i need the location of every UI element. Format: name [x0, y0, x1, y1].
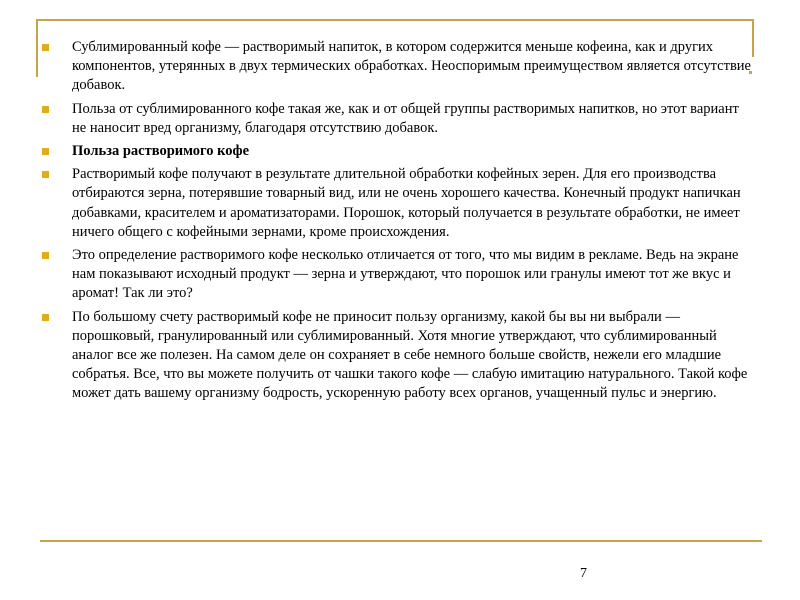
- slide-body: [40, 38, 752, 408]
- bullet-item-6: [40, 308, 752, 404]
- left-border-rule: [36, 19, 38, 77]
- bullet-text: По большому счету растворимый кофе не приносит пользу организму, какой бы вы ни выбрали — порошковый, гранулированный или сублимированный. Хотя многие утверждают, что сублимированный аналог все же полезен. На самом деле он сохраняет в себе немного больше свойств, нежели его младшие собратья. Все, что вы можете получить от чашки такого кофе — слабую имитацию натурального. Такой кофе может дать вашему организму бодрость, ускоренную работу всех органов, учащенный пульс и энергию.: [72, 308, 748, 402]
- bullet-item-2: [40, 100, 752, 138]
- right-border-rule: [752, 19, 754, 57]
- square-bullet-icon: [42, 171, 49, 178]
- bullet-item-1: [40, 38, 752, 96]
- bullet-item-4: [40, 165, 752, 242]
- square-bullet-icon: [42, 148, 49, 155]
- section-heading-item: [40, 142, 752, 161]
- bullet-text: Сублимированный кофе — растворимый напиток, в котором содержится меньше кофеина, как и других компонентов, утерянных в двух термических обработках. Неоспоримым преимуществом является отсутствие добавок.: [72, 39, 751, 94]
- square-bullet-icon: [42, 44, 49, 51]
- page-number: 7: [580, 566, 587, 581]
- bullet-text: Это определение растворимого кофе несколько отличается от того, что мы видим в рекламе. Ведь на экране нам показывают исходный продукт — зерна и утверждают, что порошок или гранулы имеют тот же вкус и аромат! Так ли это?: [72, 247, 739, 302]
- bullet-text: Польза от сублимированного кофе такая же, как и от общей группы растворимых напитков, но этот вариант не наносит вред организму, благодаря отсутствию добавок.: [72, 100, 739, 136]
- section-heading: Польза растворимого кофе: [72, 143, 250, 160]
- bullet-item-5: [40, 246, 752, 304]
- top-border-rule: [36, 19, 754, 21]
- bullet-text: Растворимый кофе получают в результате длительной обработки кофейных зерен. Для его производства отбираются зерна, потерявшие товарный вид, или не очень хорошего качества. Конечный продукт напичкан добавками, красителем и ароматизаторами. Порошок, который получается в результате обработки, не имеет ничего общего с кофейными зернами, кроме происхождения.: [72, 166, 741, 240]
- square-bullet-icon: [42, 106, 49, 113]
- square-bullet-icon: [42, 314, 49, 321]
- bottom-border-rule: [40, 540, 762, 542]
- square-bullet-icon: [42, 252, 49, 259]
